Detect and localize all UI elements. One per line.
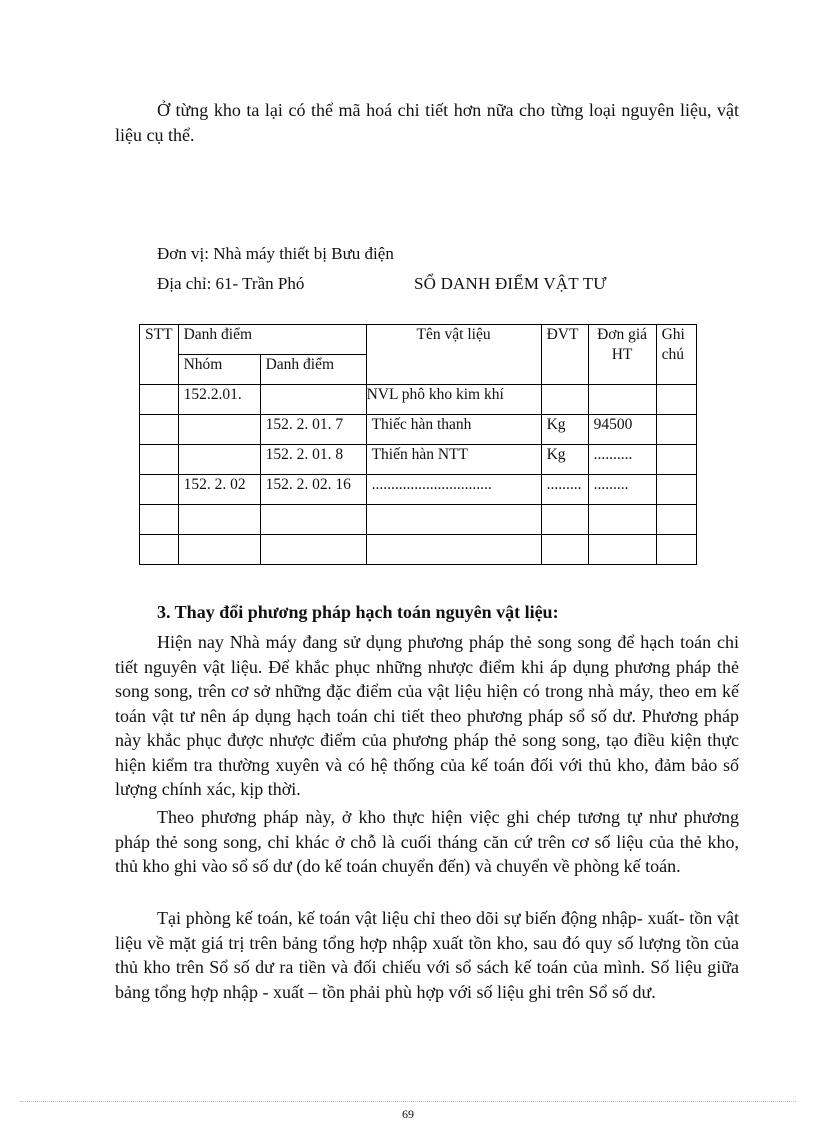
cell-nhom: 152.2.01. — [178, 385, 260, 415]
body-paragraph-3: Tại phòng kế toán, kế toán vật liệu chỉ theo dõi sự biến động nhập- xuất- tồn vật liệu về mặt giá trị trên bảng tổng hợp nhập xuất tồn kho, sau đó quy số lượng tồn của thủ kho trên Sổ số dư ra tiền và đối chiếu với sổ sách kế toán của mình. Số liệu giữa bảng tổng hợp nhập - xuất – tồn phải phù hợp với số liệu ghi trên Sổ số dư. — [115, 908, 739, 1002]
book-title: SỔ DANH ĐIỂM VẬT TƯ — [414, 274, 607, 293]
header-stt: STT — [140, 325, 179, 385]
cell-dvt — [541, 535, 588, 565]
intro-paragraph: Ở từng kho ta lại có thể mã hoá chi tiết hơn nữa cho từng loại nguyên liệu, vật liệu cụ thể. — [115, 100, 739, 145]
cell-ten — [366, 535, 541, 565]
cell-stt — [140, 505, 179, 535]
cell-ghi-chu — [656, 475, 696, 505]
page-number: 69 — [402, 1107, 414, 1121]
cell-nhom — [178, 535, 260, 565]
cell-danh-diem: 152. 2. 01. 8 — [260, 445, 366, 475]
footer-divider — [20, 1101, 796, 1102]
table-row — [140, 445, 697, 475]
cell-dvt: Kg — [541, 445, 588, 475]
table-row — [140, 415, 697, 445]
cell-ghi-chu — [656, 535, 696, 565]
cell-stt — [140, 475, 179, 505]
header-ghi-chu: Ghi chú — [656, 325, 696, 385]
address-line: Địa chỉ: 61- Trần Phó — [157, 274, 305, 293]
cell-stt — [140, 385, 179, 415]
cell-nhom: 152. 2. 02 — [178, 475, 260, 505]
cell-don-gia — [588, 535, 656, 565]
header-dvt: ĐVT — [541, 325, 588, 385]
cell-ghi-chu — [656, 415, 696, 445]
cell-nhom — [178, 415, 260, 445]
table-row — [140, 475, 697, 505]
organization-line: Đơn vị: Nhà máy thiết bị Bưu điện — [157, 244, 394, 263]
cell-dvt — [541, 385, 588, 415]
cell-danh-diem — [260, 505, 366, 535]
cell-danh-diem: 152. 2. 02. 16 — [260, 475, 366, 505]
cell-ghi-chu — [656, 445, 696, 475]
cell-ghi-chu — [656, 505, 696, 535]
header-nhom: Nhóm — [178, 355, 260, 385]
cell-ten: Thiếc hàn thanh — [366, 415, 541, 445]
cell-dvt — [541, 505, 588, 535]
body-paragraph-2: Theo phương pháp này, ở kho thực hiện việc ghi chép tương tự như phương pháp thẻ song song, chỉ khác ở chỗ là cuối tháng căn cứ trên cơ số liệu của thẻ kho, thủ kho ghi vào sổ số dư (do kế toán chuyển đến) và chuyển về phòng kế toán. — [115, 807, 739, 876]
cell-don-gia — [588, 505, 656, 535]
body-paragraph-1: Hiện nay Nhà máy đang sử dụng phương pháp thẻ song song để hạch toán chi tiết nguyên vật liệu. Để khắc phục những nhược điểm khi áp dụng phương pháp thẻ song song, trên cơ sở những đặc điểm của vật liệu hiện có trong nhà máy, theo em kế toán vật tư nên áp dụng hạch toán chi tiết theo phương pháp sổ số dư. Phương pháp này khắc phục được nhược điểm của phương pháp thẻ song song, tạo điều kiện thực hiện kiểm tra thường xuyên và có hệ thống của kế toán đối với thủ kho, đảm bảo số lượng chính xác, kịp thời. — [115, 632, 739, 799]
header-ten-vat-lieu: Tên vật liệu — [366, 325, 541, 385]
cell-ghi-chu — [656, 385, 696, 415]
cell-don-gia — [588, 385, 656, 415]
cell-don-gia: .......... — [588, 445, 656, 475]
header-don-gia: Đơn giá HT — [588, 325, 656, 385]
header-danh-diem-sub: Danh điểm — [260, 355, 366, 385]
cell-danh-diem — [260, 535, 366, 565]
cell-ten: NVL phô kho kim khí — [366, 385, 541, 415]
table-row — [140, 505, 697, 535]
cell-dvt: ......... — [541, 475, 588, 505]
table-row — [140, 385, 697, 415]
section-heading: 3. Thay đổi phương pháp hạch toán nguyên vật liệu: — [157, 602, 559, 622]
cell-don-gia: 94500 — [588, 415, 656, 445]
material-code-table — [139, 324, 697, 565]
cell-ten: ............................... — [366, 475, 541, 505]
cell-nhom — [178, 505, 260, 535]
cell-nhom — [178, 445, 260, 475]
cell-danh-diem — [260, 385, 366, 415]
cell-ten: Thiến hàn NTT — [366, 445, 541, 475]
table-row — [140, 535, 697, 565]
table-header-row — [140, 325, 697, 355]
cell-stt — [140, 415, 179, 445]
cell-stt — [140, 445, 179, 475]
header-danh-diem: Danh điểm — [178, 325, 366, 355]
cell-danh-diem: 152. 2. 01. 7 — [260, 415, 366, 445]
cell-ten — [366, 505, 541, 535]
cell-don-gia: ......... — [588, 475, 656, 505]
cell-stt — [140, 535, 179, 565]
cell-dvt: Kg — [541, 415, 588, 445]
